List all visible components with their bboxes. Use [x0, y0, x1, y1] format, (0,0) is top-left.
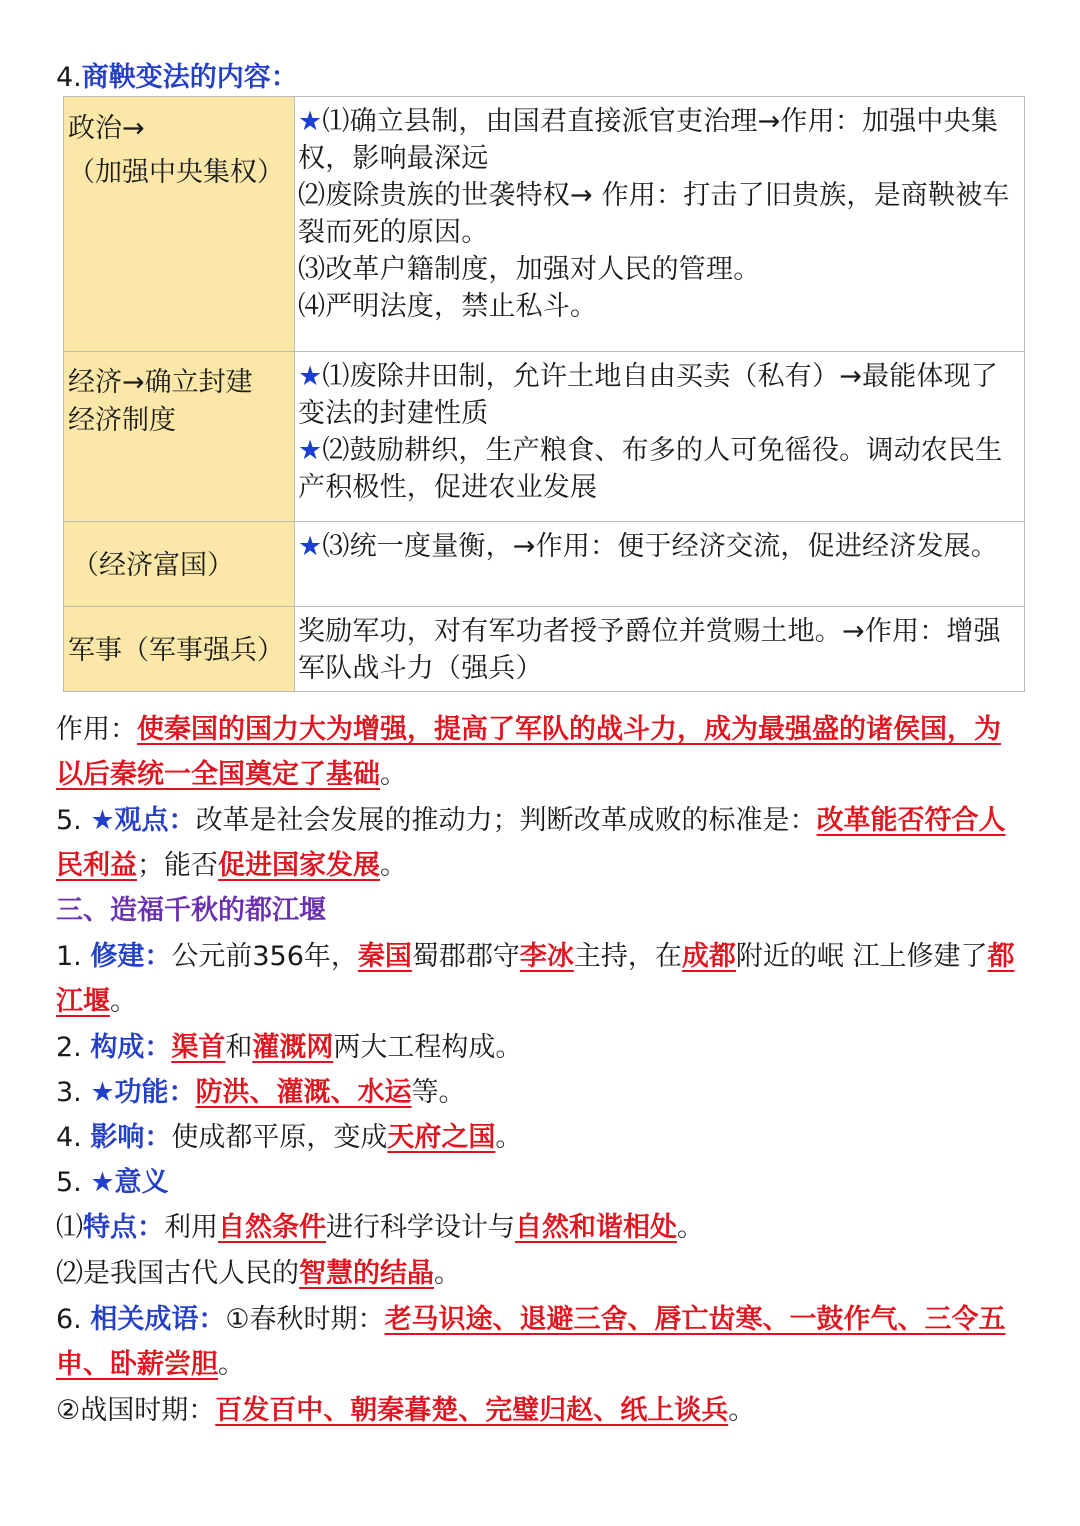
- dujiangyan-function: [56, 1070, 1026, 1115]
- function-label: ★功能：: [90, 1077, 196, 1108]
- economy-prosper-content-cell: [295, 522, 1025, 607]
- section-4-number: 4.: [56, 62, 82, 93]
- military-content-cell: [295, 607, 1025, 692]
- construction-end: 。: [110, 986, 137, 1017]
- effect-label: 作用：: [56, 714, 137, 745]
- politics-label-cell: [64, 97, 295, 352]
- composition-text-2: 两大工程构成。: [333, 1032, 523, 1063]
- politics-item-3: [298, 251, 1020, 288]
- politics-sublabel: （加强中央集权）: [68, 157, 284, 188]
- politics-item-4-text: ⑷严明法度，禁止私斗。: [298, 291, 598, 322]
- feature-answer-1: 自然条件: [218, 1212, 326, 1243]
- economy-item-1: [298, 358, 1020, 432]
- feature-label: 特点：: [83, 1212, 164, 1243]
- military-item-text: 奖励军功，对有军功者授予爵位并赏赐土地。→作用：增强军队战斗力（强兵）: [298, 616, 1001, 684]
- military-item: [298, 613, 1020, 687]
- composition-text-1: 和: [225, 1032, 253, 1063]
- significance-label: ★意义: [90, 1167, 169, 1198]
- politics-item-1: [298, 103, 1020, 177]
- construction-answer-1: 秦国: [357, 941, 412, 972]
- wisdom-text-2: 。: [434, 1258, 461, 1289]
- idioms-spring-autumn-label: ①春秋时期：: [225, 1304, 385, 1335]
- viewpoint-number: 5.: [56, 805, 91, 836]
- composition-answer-2: 灌溉网: [252, 1032, 334, 1063]
- viewpoint-answer-2: 促进国家发展: [218, 850, 380, 881]
- table-row-economy: [64, 352, 1025, 522]
- star-icon: ★: [298, 531, 323, 562]
- military-label-cell: [64, 607, 295, 692]
- feature-answer-2: 自然和谐相处: [515, 1212, 677, 1243]
- military-label: 军事（军事强兵）: [68, 635, 284, 666]
- influence-label: 影响：: [90, 1122, 172, 1153]
- economy-prosper-item-text: ⑶统一度量衡，→作用：便于经济交流，促进经济发展。: [322, 531, 999, 562]
- viewpoint-label: ★观点：: [90, 805, 196, 836]
- star-icon: ★: [298, 435, 323, 466]
- idioms-warring-states-label: ②战国时期：: [56, 1395, 216, 1426]
- function-number: 3.: [56, 1077, 91, 1108]
- economy-item-2: [298, 432, 1020, 506]
- politics-item-1-text: ⑴确立县制，由国君直接派官吏治理→作用：加强中央集权，影响最深远: [298, 106, 999, 174]
- dujiangyan-significance: [56, 1160, 1026, 1205]
- significance-wisdom: [56, 1251, 1026, 1296]
- construction-text-4: 附近的岷 江上修建了: [735, 941, 988, 972]
- feature-text-1: 利用: [164, 1212, 218, 1243]
- function-answer: 防洪、灌溉、水运: [195, 1077, 412, 1108]
- composition-answer-1: 渠首: [171, 1032, 226, 1063]
- viewpoint-text: 改革是社会发展的推动力；判断改革成败的标准是：: [195, 805, 817, 836]
- idioms-number: 6.: [56, 1304, 91, 1335]
- economy-prosper-item: [298, 528, 1020, 565]
- politics-item-2: [298, 177, 1020, 251]
- composition-number: 2.: [56, 1032, 91, 1063]
- effect-end: 。: [380, 759, 407, 790]
- feature-text-2: 进行科学设计与: [326, 1212, 515, 1243]
- viewpoint-separator: ；能否: [137, 850, 218, 881]
- construction-answer-3: 成都: [681, 941, 736, 972]
- wisdom-answer: 智慧的结晶: [299, 1258, 434, 1289]
- dujiangyan-construction: [56, 934, 1026, 1024]
- construction-answer-4: 都江堰: [56, 941, 1015, 1017]
- politics-item-4: [298, 288, 1020, 325]
- effect-answer: 使秦国的国力大为增强，提高了军队的战斗力，成为最强盛的诸侯国，为以后秦统一全国奠定了基础: [56, 714, 1001, 790]
- section-3-heading: 三、造福千秋的都江堰: [56, 895, 326, 926]
- section-4-title: 商鞅变法的内容：: [81, 62, 298, 93]
- table-row-politics: [64, 97, 1025, 352]
- influence-text-2: 。: [495, 1122, 523, 1153]
- politics-content-cell: [295, 97, 1025, 352]
- table-row-military: [64, 607, 1025, 692]
- significance-number: 5.: [56, 1167, 91, 1198]
- economy-content-cell: [295, 352, 1025, 522]
- influence-text-1: 使成都平原，变成: [171, 1122, 388, 1153]
- feature-number: ⑴: [56, 1212, 83, 1243]
- related-idioms: [56, 1297, 1026, 1387]
- idioms-spring-autumn-answer: 老马识途、退避三舍、唇亡齿寒、一鼓作气、三令五申、卧薪尝胆: [56, 1304, 1006, 1380]
- viewpoint-answer-1: 改革能否符合人民利益: [56, 805, 1006, 881]
- influence-number: 4.: [56, 1122, 91, 1153]
- construction-text-3: 主持，在: [573, 941, 682, 972]
- effect-paragraph: [56, 707, 1026, 797]
- idioms-end-2: 。: [728, 1395, 756, 1426]
- construction-answer-2: 李冰: [519, 941, 574, 972]
- economy-label-cell: [64, 352, 295, 522]
- idioms-end-1: 。: [218, 1349, 245, 1380]
- politics-item-2-text: ⑵废除贵族的世袭特权→ 作用：打击了旧贵族，是商鞅被车裂而死的原因。: [298, 180, 1010, 248]
- construction-text-2: 蜀郡郡守: [411, 941, 520, 972]
- dujiangyan-composition: [56, 1025, 1026, 1070]
- star-icon: ★: [298, 106, 323, 137]
- reform-content-table: [63, 96, 1025, 692]
- viewpoint-end: 。: [380, 850, 407, 881]
- feature-text-3: 。: [677, 1212, 704, 1243]
- star-icon: ★: [298, 361, 323, 392]
- economy-item-2-text: ⑵鼓励耕织，生产粮食、布多的人可免徭役。调动农民生产积极性，促进农业发展: [298, 435, 1003, 503]
- construction-label: 修建：: [90, 941, 172, 972]
- idioms-warring-states-answer: 百发百中、朝秦暮楚、完璧归赵、纸上谈兵: [215, 1395, 729, 1426]
- economy-prosper-label-cell: [64, 522, 295, 607]
- construction-text-1: 公元前356年，: [171, 941, 358, 972]
- politics-label: 政治→: [68, 113, 145, 144]
- section-4-heading: [56, 58, 298, 98]
- economy-sublabel: 经济制度: [68, 405, 176, 436]
- viewpoint-paragraph: [56, 798, 1026, 888]
- function-text: 等。: [411, 1077, 466, 1108]
- economy-label: 经济→确立封建: [68, 367, 253, 398]
- idioms-label: 相关成语：: [90, 1304, 226, 1335]
- politics-item-3-text: ⑶改革户籍制度，加强对人民的管理。: [298, 254, 761, 285]
- economy-item-1-text: ⑴废除井田制，允许土地自由买卖（私有）→最能体现了变法的封建性质: [298, 361, 999, 429]
- economy-prosper-label: （经济富国）: [72, 550, 234, 581]
- construction-number: 1.: [56, 941, 91, 972]
- influence-answer: 天府之国: [387, 1122, 496, 1153]
- dujiangyan-influence: [56, 1115, 1026, 1160]
- related-idioms-warring-states: [56, 1388, 1026, 1433]
- table-row-economy-prosper: [64, 522, 1025, 607]
- composition-label: 构成：: [90, 1032, 172, 1063]
- wisdom-text-1: ⑵是我国古代人民的: [56, 1258, 299, 1289]
- significance-feature: [56, 1205, 1026, 1250]
